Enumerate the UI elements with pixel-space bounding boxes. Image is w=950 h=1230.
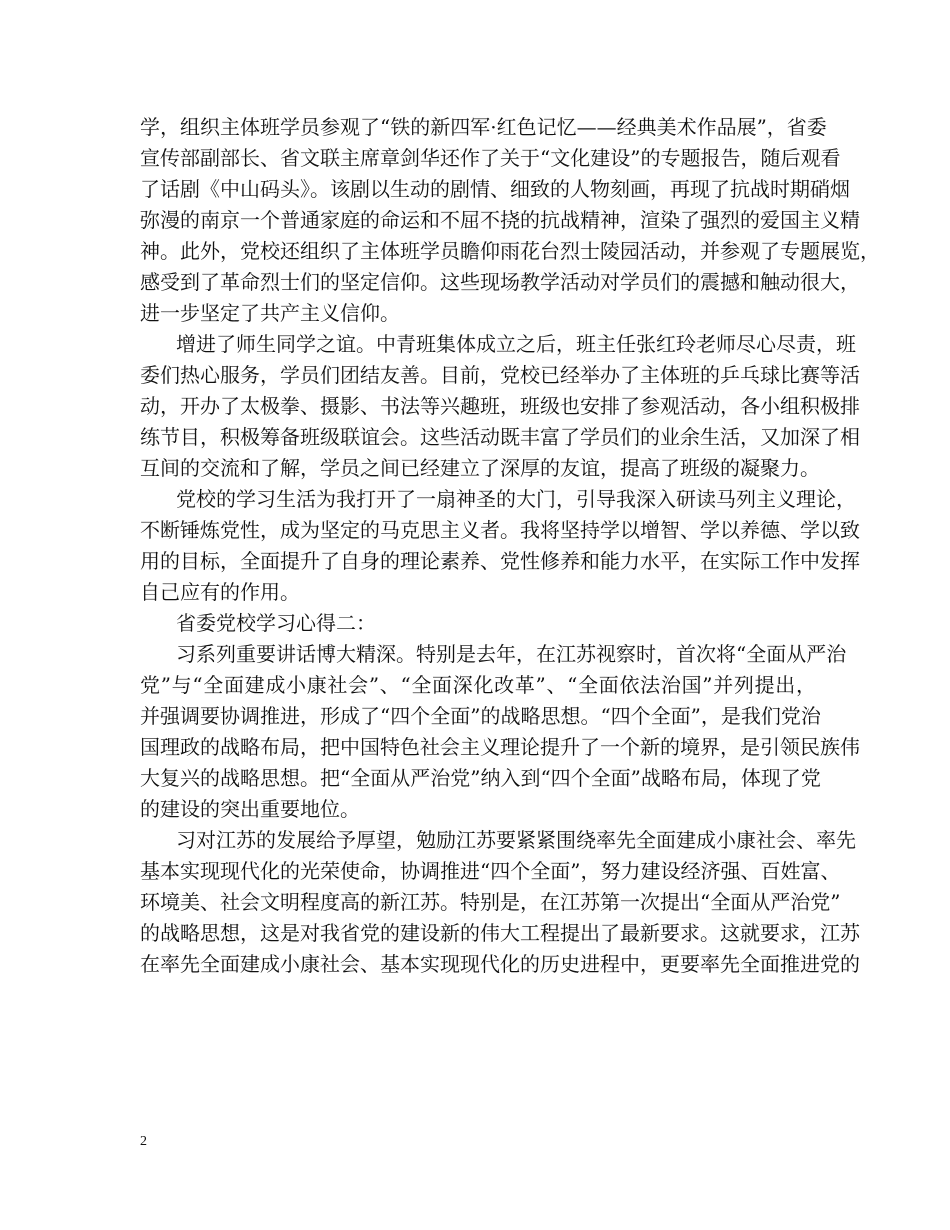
text-line: 宣传部副部长、省文联主席章剑华还作了关于“文化建设”的专题报告，随后观看 [140,146,841,170]
text-line: 国理政的战略布局，把中国特色社会主义理论提升了一个新的境界，是引领民族伟 [140,735,860,759]
text-line: 基本实现现代化的光荣使命，协调推进“四个全面”，努力建设经济强、百姓富、 [140,859,841,883]
text-line: 习对江苏的发展给予厚望，勉励江苏要紧紧围绕率先全面建成小康社会、率先 [176,828,856,852]
text-line: 党”与“全面建成小康社会”、“全面深化改革”、“全面依法治国”并列提出， [140,673,816,697]
text-line: 委们热心服务，学员们团结友善。目前，党校已经举办了主体班的乒乓球比赛等活 [140,363,860,387]
document-body [140,112,880,980]
text-line: 习系列重要讲话博大精深。特别是去年，在江苏视察时，首次将“全面从严治 [176,642,847,666]
text-line: 党校的学习生活为我打开了一扇神圣的大门，引导我深入研读马列主义理论， [176,487,856,511]
page-number: 2 [140,1134,147,1149]
text-line: 省委党校学习心得二： [176,611,376,635]
text-line: 并强调要协调推进，形成了“四个全面”的战略思想。“四个全面”，是我们党治 [140,704,821,728]
text-line: 弥漫的南京一个普通家庭的命运和不屈不挠的抗战精神，渲染了强烈的爱国主义精 [140,208,860,232]
text-line: 了话剧《中山码头》。该剧以生动的剧情、细致的人物刻画，再现了抗战时期硝烟 [140,177,850,201]
text-line: 用的目标，全面提升了自身的理论素养、党性修养和能力水平，在实际工作中发挥 [140,549,860,573]
text-line: 动，开办了太极拳、摄影、书法等兴趣班，班级也安排了参观活动，各小组积极排 [140,394,860,418]
text-line: 神。此外，党校还组织了主体班学员瞻仰雨花台烈士陵园活动，并参观了专题展览， [140,239,880,263]
text-line: 环境美、社会文明程度高的新江苏。特别是，在江苏第一次提出“全面从严治党” [140,890,841,914]
text-line: 感受到了革命烈士们的坚定信仰。这些现场教学活动对学员们的震撼和触动很大， [140,270,860,294]
text-line: 学，组织主体班学员参观了“铁的新四军·红色记忆——经典美术作品展”，省委 [140,115,827,139]
text-line: 在率先全面建成小康社会、基本实现现代化的历史进程中，更要率先全面推进党的 [140,952,860,976]
text-line: 的建设的突出重要地位。 [140,797,360,821]
text-line: 自己应有的作用。 [140,580,300,604]
text-line: 不断锤炼党性，成为坚定的马克思主义者。我将坚持学以增智、学以养德、学以致 [140,518,860,542]
text-line: 练节目，积极筹备班级联谊会。这些活动既丰富了学员们的业余生活，又加深了相 [140,425,860,449]
text-line: 进一步坚定了共产主义信仰。 [140,301,400,325]
text-line: 互间的交流和了解，学员之间已经建立了深厚的友谊，提高了班级的凝聚力。 [140,456,820,480]
text-line: 大复兴的战略思想。把“全面从严治党”纳入到“四个全面”战略布局，体现了党 [140,766,821,790]
text-line: 增进了师生同学之谊。中青班集体成立之后，班主任张红玲老师尽心尽责，班 [176,332,856,356]
text-line: 的战略思想，这是对我省党的建设新的伟大工程提出了最新要求。这就要求，江苏 [140,921,860,945]
